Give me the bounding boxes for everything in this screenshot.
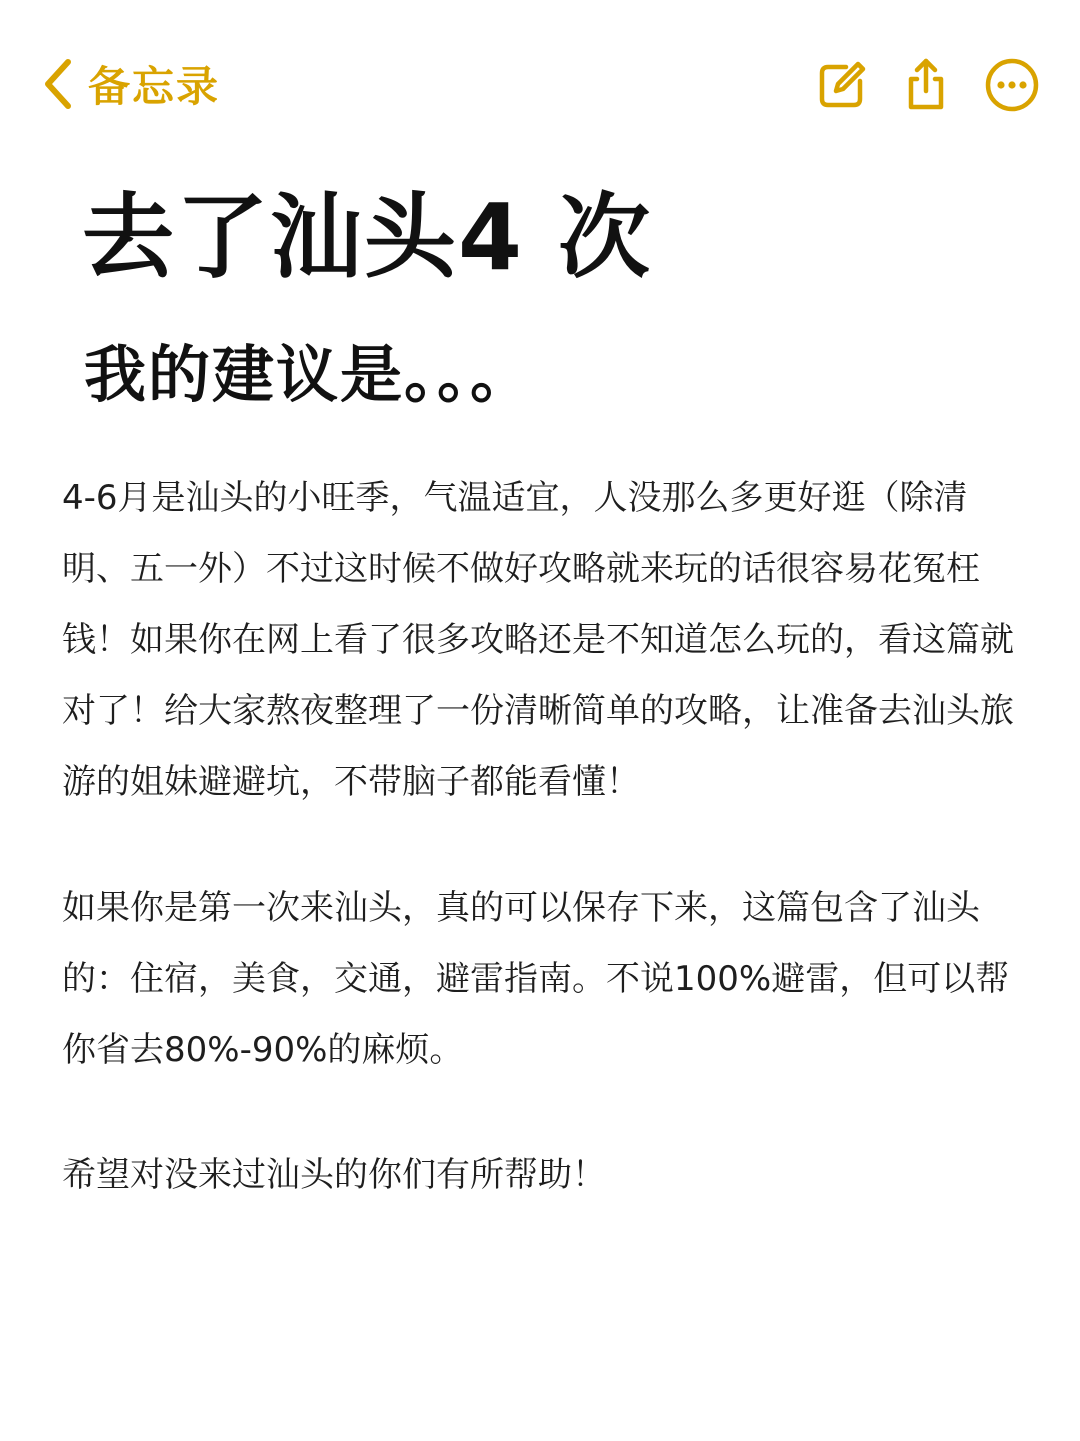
note-title: 去了汕头4 次 xyxy=(82,184,653,291)
note-paragraph-closing: 希望对没来过汕头的你们有所帮助！ xyxy=(62,1155,606,1195)
navigation-bar xyxy=(0,0,1080,170)
share-icon xyxy=(896,55,956,115)
back-button[interactable] xyxy=(40,52,220,116)
chevron-left-icon xyxy=(40,56,76,112)
more-icon xyxy=(982,55,1042,115)
more-button[interactable] xyxy=(982,55,1042,115)
note-subtitle: 我的建议是。。。 xyxy=(84,338,535,411)
compose-icon xyxy=(812,55,872,115)
compose-button[interactable] xyxy=(812,55,872,115)
back-button-label: 备忘录 xyxy=(88,62,221,111)
share-button[interactable] xyxy=(896,55,956,115)
note-paragraph-contents: 如果你是第一次来汕头，真的可以保存下来，这篇包含了汕头的：住宿，美食，交通，避雷指南。不说100%避雷，但可以帮你省去80%-90%的麻烦。 xyxy=(62,888,1010,1070)
note-paragraph-intro: 4-6月是汕头的小旺季，气温适宜，人没那么多更好逛（除清明、五一外）不过这时候不做好攻略就来玩的话很容易花冤枉钱！如果你在网上看了很多攻略还是不知道怎么玩的，看这篇就对了！给大家熬夜整理了一份清晰简单的攻略，让准备去汕头旅游的姐妹避避坑，不带脑子都能看懂！ xyxy=(62,478,1014,802)
